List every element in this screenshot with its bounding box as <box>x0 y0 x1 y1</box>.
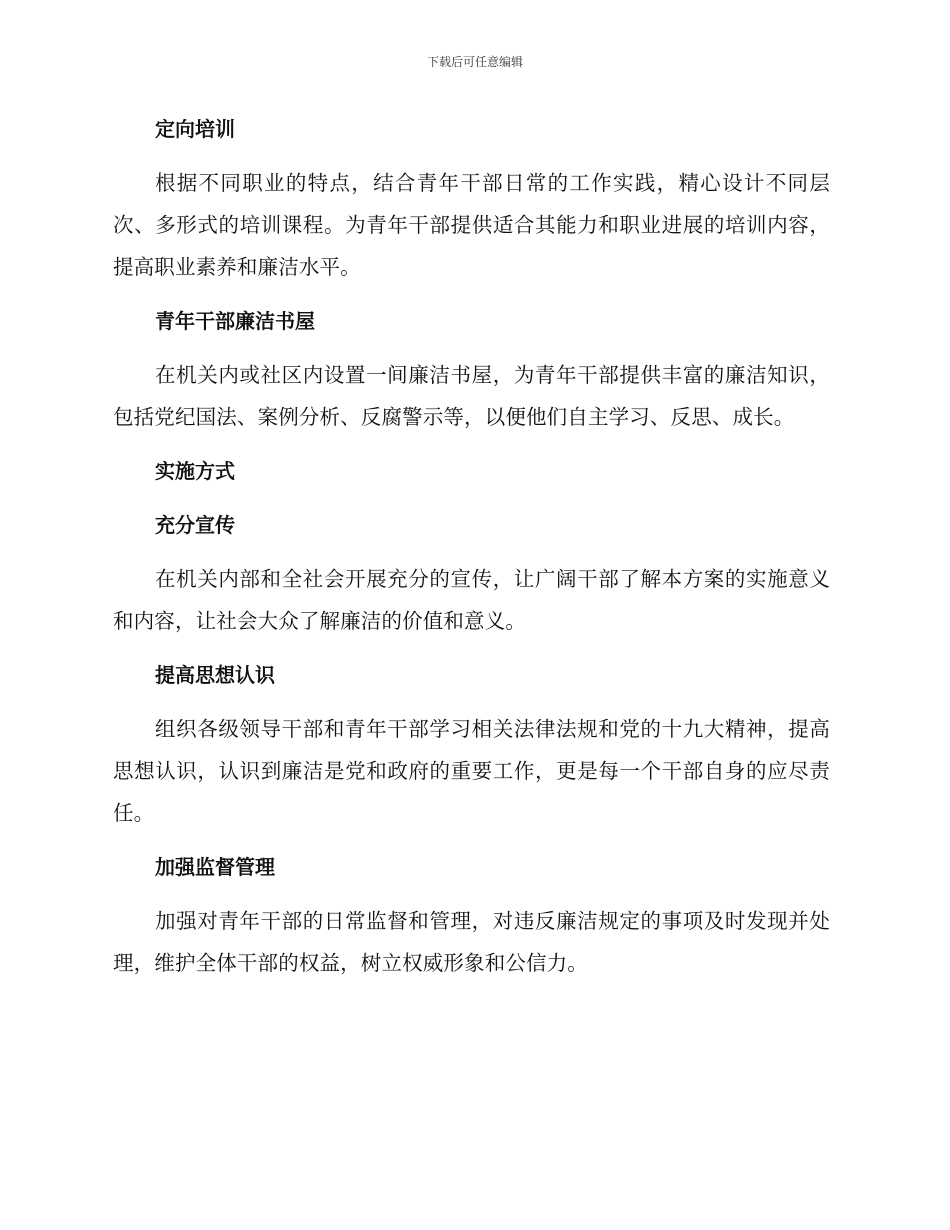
section-paragraph-integrity-bookroom: 在机关内或社区内设置一间廉洁书屋，为青年干部提供丰富的廉洁知识，包括党纪国法、案例分析、反腐警示等，以便他们自主学习、反思、成长。 <box>113 363 830 429</box>
section-heading-targeted-training: 定向培训 <box>155 117 235 141</box>
section-paragraph-supervision: 加强对青年干部的日常监督和管理，对违反廉洁规定的事项及时发现并处理，维护全体干部的权益，树立权威形象和公信力。 <box>113 909 830 975</box>
section-paragraph-ideology: 组织各级领导干部和青年干部学习相关法律法规和党的十九大精神，提高思想认识，认识到廉洁是党和政府的重要工作，更是每一个干部自身的应尽责任。 <box>113 717 830 825</box>
section-heading-supervision: 加强监督管理 <box>155 855 275 879</box>
section-paragraph-publicity: 在机关内部和全社会开展充分的宣传，让广阔干部了解本方案的实施意义和内容，让社会大众了解廉洁的价值和意义。 <box>113 567 830 633</box>
section-heading-integrity-bookroom: 青年干部廉洁书屋 <box>155 309 315 333</box>
section-heading-publicity: 充分宣传 <box>155 513 235 537</box>
section-heading-implementation: 实施方式 <box>155 459 235 483</box>
page-header-note: 下载后可任意编辑 <box>426 55 523 69</box>
section-heading-ideology: 提高思想认识 <box>155 663 275 687</box>
section-paragraph-targeted-training: 根据不同职业的特点，结合青年干部日常的工作实践，精心设计不同层次、多形式的培训课程。为青年干部提供适合其能力和职业进展的培训内容，提高职业素养和廉洁水平。 <box>113 171 830 279</box>
document-body <box>113 108 830 984</box>
